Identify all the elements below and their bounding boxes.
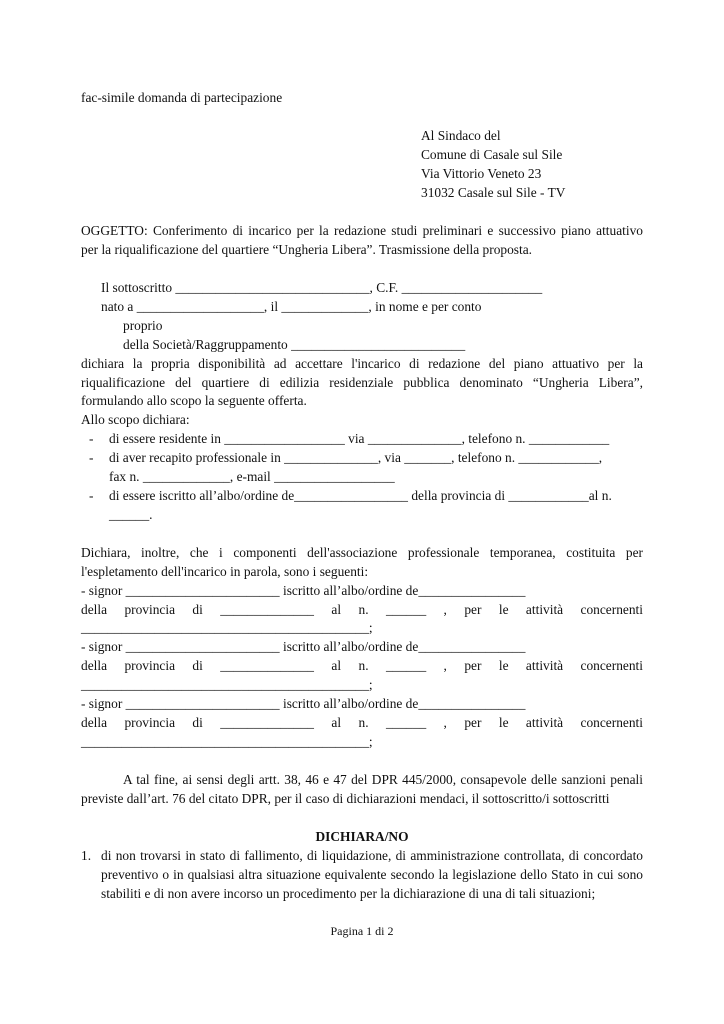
recipient-line: Comune di Casale sul Sile bbox=[421, 147, 563, 162]
bullet-dash: - bbox=[89, 488, 94, 503]
member-activities-line: ___________________________________________; bbox=[81, 677, 373, 692]
association-text-line: l'espletamento dell'incarico in parola, sono i seguenti: bbox=[81, 564, 369, 579]
member-signor-line: - signor _______________________ iscritto all’albo/ordine de________________ bbox=[81, 696, 526, 711]
member-signor-line: - signor _______________________ iscritto all’albo/ordine de________________ bbox=[81, 583, 526, 598]
declarant-text-line: formulando allo scopo la seguente offerta. bbox=[81, 393, 307, 408]
subject-line: OGGETTO: Conferimento di incarico per la redazione studi preliminari e successivo piano attuativo bbox=[81, 223, 643, 238]
declaration-item-line: stabiliti e di non avere incorso un procedimento per la dichiarazione di una di tali situazioni; bbox=[101, 886, 596, 901]
declarant-text-line: riqualificazione del quartiere di edilizia residenziale pubblica denominato “Ungheria Libera”, bbox=[81, 375, 643, 390]
bullet-dash: - bbox=[89, 431, 94, 446]
bullet-professional-address: di aver recapito professionale in ______________, via _______, telefono n. ____________, bbox=[109, 450, 603, 465]
declaration-item-line: preventivo o in qualsiasi altra situazione equivalente secondo la legislazione dello Stato in cui sono bbox=[101, 867, 643, 882]
member-activities-line: ___________________________________________; bbox=[81, 620, 373, 635]
declaration-item-line: di non trovarsi in stato di fallimento, di liquidazione, di amministrazione controllata, di concordato bbox=[101, 848, 643, 863]
member-province-line: della provincia di ______________ al n. ______ , per le attività concernenti bbox=[81, 658, 643, 673]
page-number: Pagina 1 di 2 bbox=[330, 924, 394, 938]
declarant-own-line: proprio bbox=[123, 318, 163, 333]
declarant-birth-line: nato a ___________________, il _____________, in nome e per conto bbox=[101, 299, 482, 314]
member-province-line: della provincia di ______________ al n. ______ , per le attività concernenti bbox=[81, 715, 643, 730]
bullet-registration: di essere iscritto all’albo/ordine de_________________ della provincia di ____________al n. bbox=[109, 488, 612, 503]
recipient-line: Al Sindaco del bbox=[421, 128, 501, 143]
member-province-line: della provincia di ______________ al n. ______ , per le attività concernenti bbox=[81, 602, 643, 617]
facsimile-title: fac-simile domanda di partecipazione bbox=[81, 90, 283, 105]
purpose-text-line: previste dall’art. 76 del citato DPR, per il caso di dichiarazioni mendaci, il sottoscritto/i sottoscritti bbox=[81, 791, 610, 806]
purpose-text-line: A tal fine, ai sensi degli artt. 38, 46 e 47 del DPR 445/2000, consapevole delle sanzioni penali bbox=[123, 772, 643, 787]
declarant-text-line: Allo scopo dichiara: bbox=[81, 412, 190, 427]
member-activities-line: ___________________________________________; bbox=[81, 734, 373, 749]
declarant-company-line: della Società/Raggruppamento __________________________ bbox=[123, 337, 466, 352]
bullet-residence: di essere residente in __________________ via ______________, telefono n. ____________ bbox=[109, 431, 610, 446]
declaration-item-number: 1. bbox=[81, 848, 92, 863]
bullet-dash: - bbox=[89, 450, 94, 465]
declaration-heading: DICHIARA/NO bbox=[315, 829, 409, 844]
bullet-registration-number: ______. bbox=[109, 507, 153, 522]
association-text-line: Dichiara, inoltre, che i componenti dell'associazione professionale temporanea, costituita per bbox=[81, 545, 643, 560]
recipient-line: Via Vittorio Veneto 23 bbox=[421, 166, 542, 181]
recipient-line: 31032 Casale sul Sile - TV bbox=[421, 185, 566, 200]
declarant-text-line: dichiara la propria disponibilità ad accettare l'incarico di redazione del piano attuativo per la bbox=[81, 356, 643, 371]
bullet-fax-email: fax n. _____________, e-mail __________________ bbox=[109, 469, 395, 484]
member-signor-line: - signor _______________________ iscritto all’albo/ordine de________________ bbox=[81, 639, 526, 654]
subject-line: per la riqualificazione del quartiere “Ungheria Libera”. Trasmissione della proposta. bbox=[81, 242, 533, 257]
declarant-name-line: Il sottoscritto _____________________________, C.F. _____________________ bbox=[101, 280, 543, 295]
